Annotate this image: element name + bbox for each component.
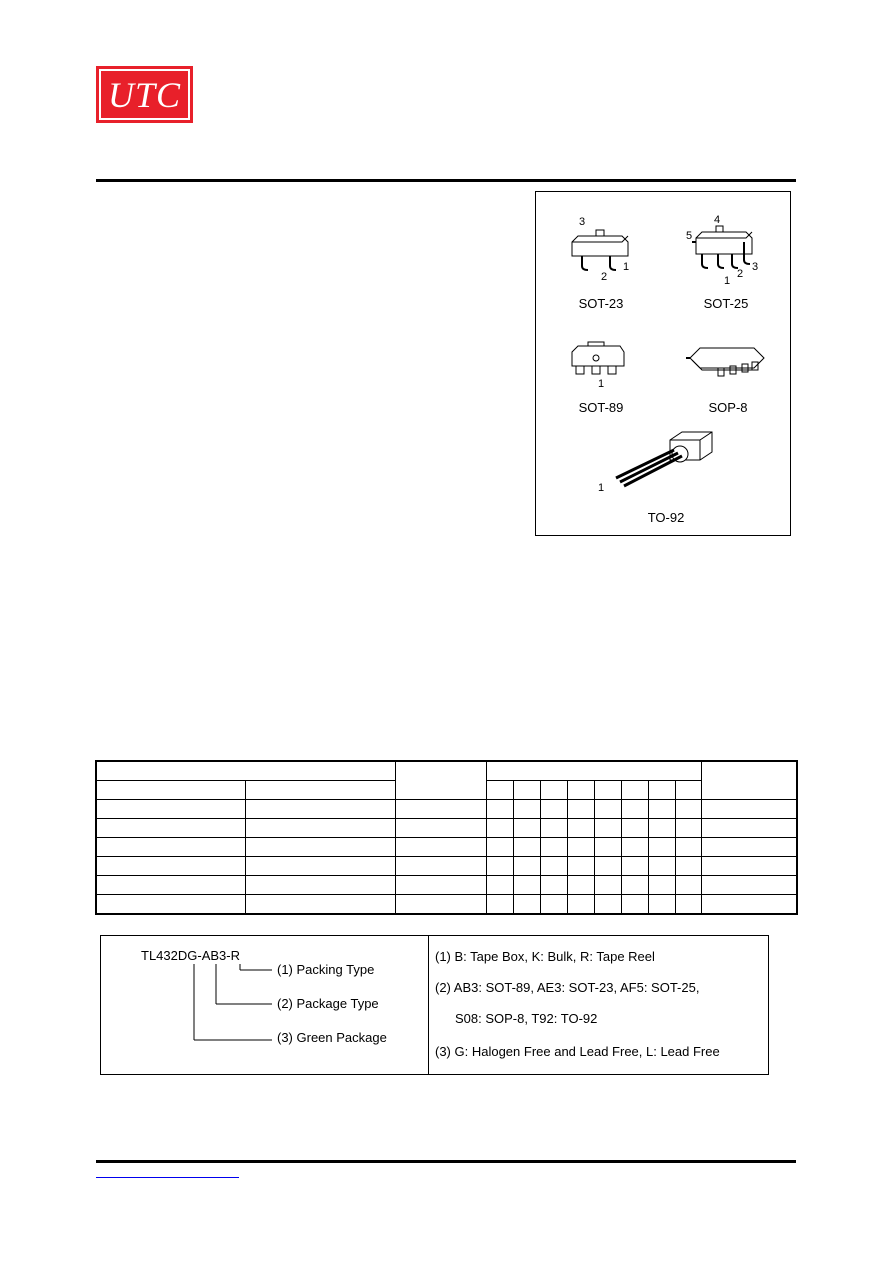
sot25-drawing (688, 224, 760, 279)
table-cell (245, 838, 395, 857)
table-cell (594, 838, 621, 857)
table-cell (648, 876, 675, 895)
table-cell (96, 857, 245, 876)
table-cell (648, 857, 675, 876)
table-cell (245, 800, 395, 819)
table-cell (621, 895, 648, 915)
table-cell (486, 838, 513, 857)
table-cell (395, 838, 486, 857)
ordering-table (95, 760, 798, 915)
sot89-pin-1: 1 (598, 378, 605, 390)
table-header-cell (486, 761, 701, 781)
table-cell (621, 819, 648, 838)
table-cell (96, 876, 245, 895)
table-cell (675, 876, 701, 895)
table-cell (395, 857, 486, 876)
table-cell (513, 857, 540, 876)
table-cell (395, 895, 486, 915)
table-header-row (96, 761, 797, 781)
sot89-label: SOT-89 (578, 400, 624, 415)
table-cell (486, 876, 513, 895)
note-packing-type: (1) B: Tape Box, K: Bulk, R: Tape Reel (435, 949, 655, 964)
sot25-label: SOT-25 (703, 296, 749, 311)
package-figure-box (535, 191, 791, 536)
table-cell (648, 838, 675, 857)
table-cell (621, 857, 648, 876)
table-cell (486, 895, 513, 915)
table-row (96, 895, 797, 915)
to92-drawing (608, 428, 728, 492)
table-cell (648, 781, 675, 800)
table-cell (96, 781, 245, 800)
table-cell (621, 800, 648, 819)
header-rule (96, 179, 796, 182)
table-header-cell (96, 761, 395, 781)
table-row (96, 857, 797, 876)
table-cell (245, 876, 395, 895)
sop8-label: SOP-8 (708, 400, 748, 415)
table-cell (96, 800, 245, 819)
utc-logo-frame (99, 69, 190, 120)
table-cell (675, 819, 701, 838)
table-cell (540, 838, 567, 857)
part-number-example: TL432DG-AB3-R (141, 948, 240, 963)
table-cell (395, 800, 486, 819)
table-cell (675, 781, 701, 800)
table-cell (96, 838, 245, 857)
table-cell (567, 838, 594, 857)
table-cell (701, 857, 797, 876)
table-cell (567, 895, 594, 915)
table-cell (648, 800, 675, 819)
table-cell (540, 819, 567, 838)
note-package-type: (2) AB3: SOT-89, AE3: SOT-23, AF5: SOT-25, (435, 980, 700, 995)
table-cell (245, 895, 395, 915)
table-cell (701, 876, 797, 895)
note-package-type-cont: S08: SOP-8, T92: TO-92 (455, 1011, 598, 1026)
table-cell (675, 895, 701, 915)
table-cell (96, 895, 245, 915)
decode-divider (428, 935, 429, 1075)
table-cell (513, 819, 540, 838)
table-cell (594, 857, 621, 876)
table-cell (486, 800, 513, 819)
table-cell (594, 800, 621, 819)
table-cell (540, 857, 567, 876)
table-cell (594, 781, 621, 800)
table-cell (621, 876, 648, 895)
table-cell (540, 876, 567, 895)
table-row (96, 819, 797, 838)
table-cell (701, 838, 797, 857)
table-cell (567, 819, 594, 838)
table-cell (648, 819, 675, 838)
sot25-pin-5: 5 (686, 230, 693, 242)
table-cell (540, 800, 567, 819)
table-row (96, 838, 797, 857)
table-cell (486, 781, 513, 800)
decode-leader-lines (190, 960, 280, 1044)
table-cell (675, 838, 701, 857)
table-cell (567, 857, 594, 876)
table-cell (567, 876, 594, 895)
sot23-pin-1: 1 (623, 261, 630, 273)
sot23-pin-3: 3 (579, 216, 586, 228)
footer-link[interactable] (96, 1177, 239, 1178)
table-cell (540, 895, 567, 915)
sot25-pin-4: 4 (714, 214, 721, 226)
table-cell (245, 857, 395, 876)
table-cell (245, 819, 395, 838)
sot23-pin-2: 2 (601, 271, 608, 283)
table-cell (395, 819, 486, 838)
table-cell (701, 895, 797, 915)
table-cell (486, 857, 513, 876)
table-cell (513, 800, 540, 819)
table-cell (513, 838, 540, 857)
table-cell (648, 895, 675, 915)
table-cell (567, 781, 594, 800)
table-cell (621, 781, 648, 800)
to92-label: TO-92 (647, 510, 685, 525)
table-cell (675, 857, 701, 876)
table-cell (701, 819, 797, 838)
sot23-label: SOT-23 (578, 296, 624, 311)
table-cell (513, 781, 540, 800)
table-cell (594, 895, 621, 915)
sop8-drawing (684, 344, 768, 384)
utc-logo (96, 66, 193, 123)
legend-green-package: (3) Green Package (277, 1030, 387, 1045)
legend-package-type: (2) Package Type (277, 996, 379, 1011)
table-cell (621, 838, 648, 857)
note-green-package: (3) G: Halogen Free and Lead Free, L: Lead Free (435, 1044, 720, 1059)
table-cell (594, 876, 621, 895)
table-cell (513, 876, 540, 895)
table-row (96, 876, 797, 895)
sot25-pin-3: 3 (752, 261, 759, 273)
table-row (96, 800, 797, 819)
table-cell (675, 800, 701, 819)
sot25-pin-2: 2 (737, 268, 744, 280)
table-cell (594, 819, 621, 838)
table-cell (486, 819, 513, 838)
table-cell (96, 819, 245, 838)
table-cell (513, 895, 540, 915)
to92-pin-1: 1 (598, 482, 605, 494)
table-cell (567, 800, 594, 819)
utc-logo-text: UTC (107, 74, 182, 115)
table-cell (701, 800, 797, 819)
table-cell (540, 781, 567, 800)
footer-rule (96, 1160, 796, 1163)
table-cell (395, 876, 486, 895)
table-header-cell (701, 761, 797, 800)
sot89-drawing (568, 340, 632, 382)
legend-packing-type: (1) Packing Type (277, 962, 375, 977)
table-header-cell (395, 761, 486, 800)
table-cell (245, 781, 395, 800)
sot25-pin-1: 1 (724, 275, 731, 287)
